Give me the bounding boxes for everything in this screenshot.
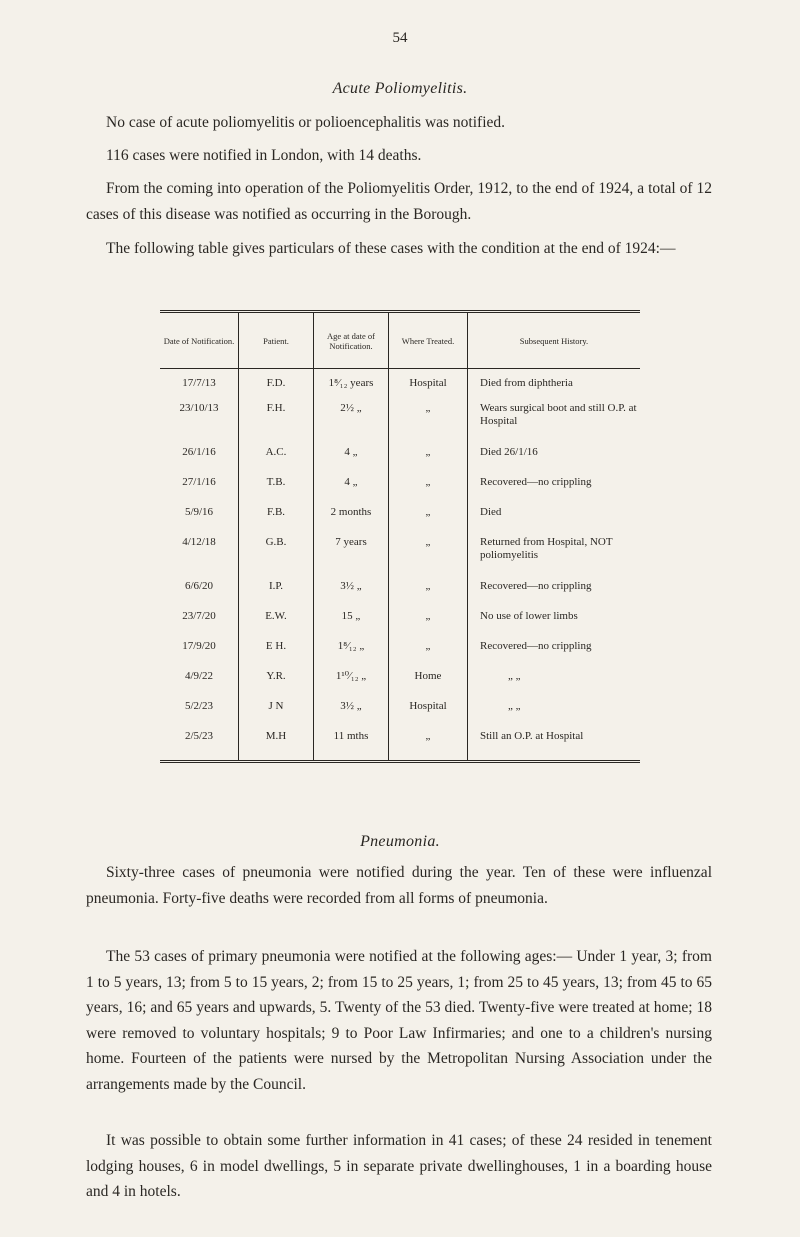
history-cell: Died — [468, 506, 641, 536]
treated-cell: „ — [389, 580, 468, 610]
age-cell: 4 „ — [314, 446, 389, 476]
patient-cell: F.H. — [239, 402, 314, 446]
history-cell: Returned from Hospital, NOT poliomyelitis — [468, 536, 641, 580]
column-header: Date of Notification. — [160, 312, 239, 369]
treated-cell: „ — [389, 640, 468, 670]
table-row — [160, 670, 640, 700]
patient-cell: T.B. — [239, 476, 314, 506]
patient-cell: Y.R. — [239, 670, 314, 700]
date-cell: 17/7/13 — [182, 377, 216, 389]
table-row — [160, 476, 640, 506]
history-cell: Wears surgical boot and still O.P. at Hospital — [468, 402, 641, 446]
column-header: Patient. — [239, 312, 314, 369]
treated-cell: „ — [389, 506, 468, 536]
patient-cell: A.C. — [239, 446, 314, 476]
history-cell: Recovered—no crippling — [468, 580, 641, 610]
table-row — [160, 580, 640, 610]
section-heading-pneumonia: Pneumonia. — [360, 833, 440, 850]
patient-cell: E.W. — [239, 610, 314, 640]
table-row — [160, 536, 640, 580]
paragraph: Sixty-three cases of pneumonia were notified during the year. Ten of these were influenzal pneumonia. Forty-five deaths were recorded from all forms of pneumonia. — [86, 864, 712, 907]
table-row — [160, 730, 640, 762]
section-heading-poliomyelitis: Acute Poliomyelitis. — [332, 80, 468, 97]
history-cell: „ „ — [468, 670, 641, 700]
history-cell: Recovered—no crippling — [468, 640, 641, 670]
history-cell: „ „ — [468, 700, 641, 730]
table-row — [160, 402, 640, 446]
age-cell: 15 „ — [314, 610, 389, 640]
page-number: 54 — [392, 30, 408, 46]
date-cell: 23/10/13 — [179, 402, 219, 414]
column-header: Age at date of Notification. — [314, 312, 389, 369]
date-cell: 5/9/16 — [184, 506, 214, 518]
age-cell: 4 „ — [314, 476, 389, 506]
age-cell: 3½ „ — [314, 580, 389, 610]
age-cell: 3½ „ — [314, 700, 389, 730]
treated-cell: „ — [389, 536, 468, 580]
column-header: Where Treated. — [389, 312, 468, 369]
date-cell: 4/9/22 — [184, 670, 214, 682]
poliomyelitis-cases-table — [160, 310, 640, 763]
history-cell: Still an O.P. at Hospital — [468, 730, 641, 762]
age-cell: 1⁸⁄₁₂ years — [314, 369, 389, 403]
patient-cell: F.B. — [239, 506, 314, 536]
patient-cell: J N — [239, 700, 314, 730]
table-row — [160, 640, 640, 670]
age-cell: 1¹⁰⁄₁₂ „ — [314, 670, 389, 700]
history-cell: Died 26/1/16 — [468, 446, 641, 476]
date-cell: 27/1/16 — [182, 476, 216, 488]
treated-cell: Hospital — [389, 700, 468, 730]
age-cell: 1⁸⁄₁₂ „ — [314, 640, 389, 670]
history-cell: Died from diphtheria — [468, 369, 641, 403]
column-header: Subsequent History. — [468, 312, 641, 369]
history-cell: Recovered—no crippling — [468, 476, 641, 506]
patient-cell: E H. — [239, 640, 314, 670]
age-cell: 7 years — [314, 536, 389, 580]
age-cell: 2 months — [314, 506, 389, 536]
patient-cell: I.P. — [239, 580, 314, 610]
date-cell: 5/2/23 — [184, 700, 214, 712]
patient-cell: M.H — [239, 730, 314, 762]
treated-cell: „ — [389, 446, 468, 476]
date-cell: 4/12/18 — [182, 536, 216, 548]
table-header-row — [160, 312, 640, 369]
age-cell: 2½ „ — [314, 402, 389, 446]
treated-cell: „ — [389, 402, 468, 446]
history-cell: No use of lower limbs — [468, 610, 641, 640]
paragraph: The following table gives particulars of these cases with the condition at the end of 1924:— — [106, 240, 676, 257]
date-cell: 6/6/20 — [184, 580, 214, 592]
date-cell: 17/9/20 — [182, 640, 216, 652]
patient-cell: F.D. — [239, 369, 314, 403]
paragraph: 116 cases were notified in London, with 14 deaths. — [106, 147, 422, 164]
date-cell: 23/7/20 — [182, 610, 216, 622]
table-row — [160, 446, 640, 476]
patient-cell: G.B. — [239, 536, 314, 580]
paragraph: From the coming into operation of the Poliomyelitis Order, 1912, to the end of 1924, a total of 12 cases of this disease was notified as occurring in the Borough. — [86, 180, 712, 223]
paragraph: It was possible to obtain some further information in 41 cases; of these 24 resided in tenement lodging houses, 6 in model dwellings, 5 in separate private dwellinghouses, 1 in a boarding house and 4 in hotels. — [86, 1132, 712, 1200]
table-row — [160, 506, 640, 536]
treated-cell: Home — [389, 670, 468, 700]
treated-cell: Hospital — [389, 369, 468, 403]
table-row — [160, 369, 640, 403]
treated-cell: „ — [389, 476, 468, 506]
date-cell: 2/5/23 — [184, 730, 214, 742]
treated-cell: „ — [389, 730, 468, 762]
treated-cell: „ — [389, 610, 468, 640]
age-cell: 11 mths — [314, 730, 389, 762]
table-row — [160, 700, 640, 730]
paragraph: The 53 cases of primary pneumonia were notified at the following ages:— Under 1 year, 3; from 1 to 5 years, 13; from 5 to 15 years, 2; from 15 to 25 years, 1; from 25 to 45 years, 13; from 45 to 65 years, 16; and 65 years and upwards, 5. Twenty of the 53 died. Twenty-five were treated at home; 18 were removed to voluntary hospitals; 9 to Poor Law Infirmaries; and one to a children's nursing home. Fourteen of the patients were nursed by the Metropolitan Nursing Association under the arrangements made by the Council. — [86, 948, 712, 1093]
table-row — [160, 610, 640, 640]
date-cell: 26/1/16 — [182, 446, 216, 458]
paragraph: No case of acute poliomyelitis or polioencephalitis was notified. — [106, 114, 506, 131]
